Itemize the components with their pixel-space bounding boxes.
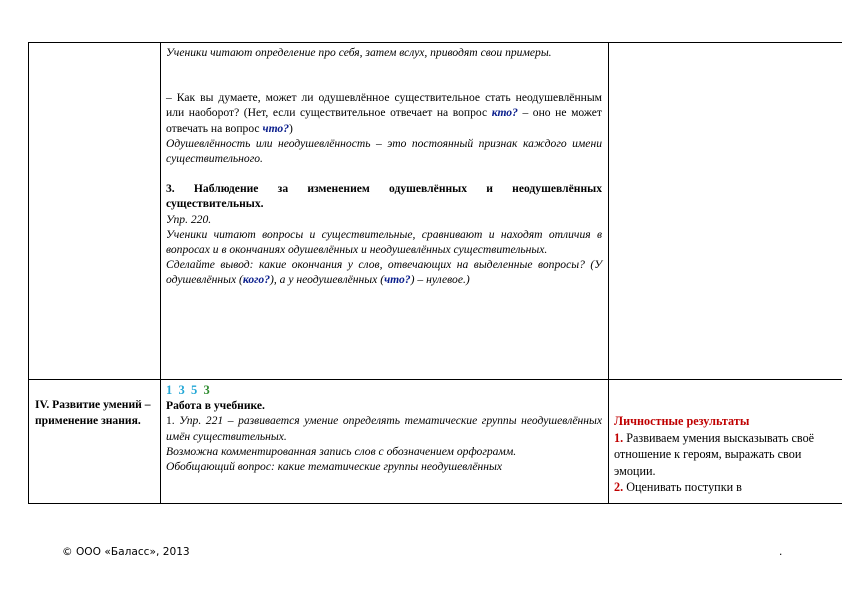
- section-heading: Работа в учебнике.: [166, 399, 265, 413]
- paragraph: Ученики читают определение про себя, затем вслух, приводят свои примеры.: [166, 46, 552, 59]
- level-number: 3: [203, 383, 210, 397]
- result-item: 2. Оценивать поступки в: [614, 480, 742, 494]
- content-cell: [161, 380, 609, 504]
- stage-cell: [29, 380, 161, 504]
- level-numbers: [166, 383, 602, 398]
- question-chto: что?: [262, 121, 290, 135]
- exercise-label: Упр. 220.: [166, 212, 212, 226]
- paragraph: – Как вы думаете, может ли одушевлённое существительное стать неодушевлённым или наоборот? (Нет, если существительное отвечает на вопрос кто? – оно не может отвечать на вопрос что?): [166, 91, 602, 135]
- level-number: 3: [178, 383, 185, 397]
- result-item: 1. Развиваем умения высказывать своё отношение к героям, выражать свои эмоции.: [614, 430, 815, 478]
- content-cell: [161, 43, 609, 380]
- stage-cell-empty: [29, 43, 161, 380]
- question-kto: кто?: [491, 106, 518, 120]
- paragraph: Ученики читают вопросы и существительные, сравнивают и находят отличия в вопросах и в окончаниях одушевлённых и неодушевлённых существительных.: [166, 227, 602, 257]
- question-kogo: кого?: [242, 273, 271, 287]
- level-number: 5: [191, 383, 198, 397]
- lesson-table: [28, 42, 842, 504]
- footer-dot: .: [779, 546, 783, 558]
- stage-title: IV. Развитие умений – применение знания.: [35, 398, 151, 427]
- footer-copyright: © ООО «Баласс», 2013: [62, 546, 190, 558]
- question-chto: что?: [384, 273, 411, 287]
- paragraph: Сделайте вывод: какие окончания у слов, отвечающих на выделенные вопросы? (У одушевлённых (кого?), а у неодушевлённых (что?) – нулевое.): [166, 258, 602, 287]
- paragraph: Возможна комментированная запись слов с обозначением орфограмм.: [166, 444, 517, 458]
- level-number: 1: [166, 383, 173, 397]
- results-cell-empty: [609, 43, 842, 380]
- table-row: [29, 380, 842, 504]
- table-row: [29, 43, 842, 380]
- results-cell: [609, 380, 842, 504]
- section-heading: 3. Наблюдение за изменением одушевлённых и неодушевлённых существительных.: [166, 182, 602, 211]
- paragraph: Одушевлённость или неодушевлённость – это постоянный признак каждого имени существительного.: [166, 136, 602, 166]
- paragraph: 1. Упр. 221 – развивается умение определять тематические группы неодушевлённых имён существительных.: [166, 414, 602, 443]
- paragraph: Обобщающий вопрос: какие тематические группы неодушевлённых: [166, 460, 503, 474]
- results-title: Личностные результаты: [614, 414, 750, 428]
